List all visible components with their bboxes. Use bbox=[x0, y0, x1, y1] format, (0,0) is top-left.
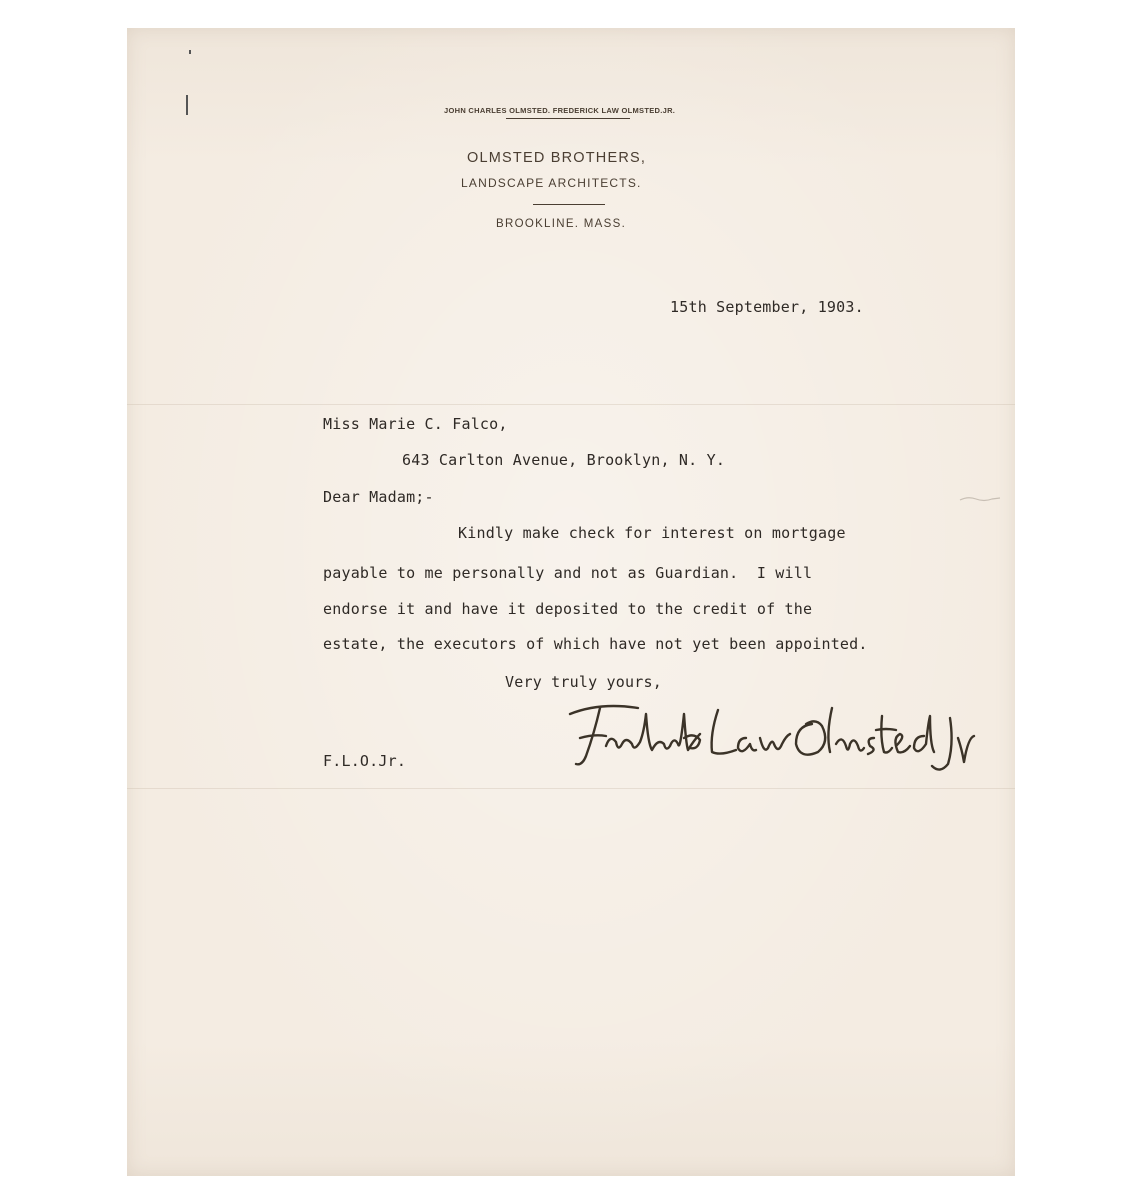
letter-date: 15th September, 1903. bbox=[670, 298, 864, 316]
paper-speck bbox=[189, 50, 191, 54]
sender-initials: F.L.O.Jr. bbox=[323, 752, 407, 770]
body-line: endorse it and have it deposited to the credit of the bbox=[323, 600, 813, 618]
letterhead-partners-text: JOHN CHARLES OLMSTED. FREDERICK LAW OLMSTED.JR. bbox=[444, 106, 676, 115]
paper-fold-line bbox=[127, 404, 1015, 405]
faint-pencil-mark bbox=[958, 494, 1002, 504]
body-line: payable to me personally and not as Guardian. I will bbox=[323, 564, 813, 582]
paper-fold-line bbox=[127, 788, 1015, 789]
letterhead-rule bbox=[533, 204, 605, 205]
recipient-address: 643 Carlton Avenue, Brooklyn, N. Y. bbox=[402, 451, 726, 469]
letterhead-firm-name: OLMSTED BROTHERS, bbox=[467, 150, 647, 166]
letterhead-partners bbox=[444, 106, 675, 115]
body-line: Kindly make check for interest on mortgage bbox=[458, 524, 846, 542]
closing: Very truly yours, bbox=[505, 673, 662, 691]
recipient-name: Miss Marie C. Falco, bbox=[323, 415, 508, 433]
handwritten-signature bbox=[560, 694, 980, 784]
paper-speck bbox=[186, 95, 188, 115]
letterhead-location: BROOKLINE. MASS. bbox=[496, 218, 627, 230]
letterhead-profession: LANDSCAPE ARCHITECTS. bbox=[461, 176, 642, 190]
body-line: estate, the executors of which have not yet been appointed. bbox=[323, 635, 868, 653]
salutation: Dear Madam;- bbox=[323, 488, 434, 506]
letterhead-partners-underline bbox=[506, 118, 630, 119]
